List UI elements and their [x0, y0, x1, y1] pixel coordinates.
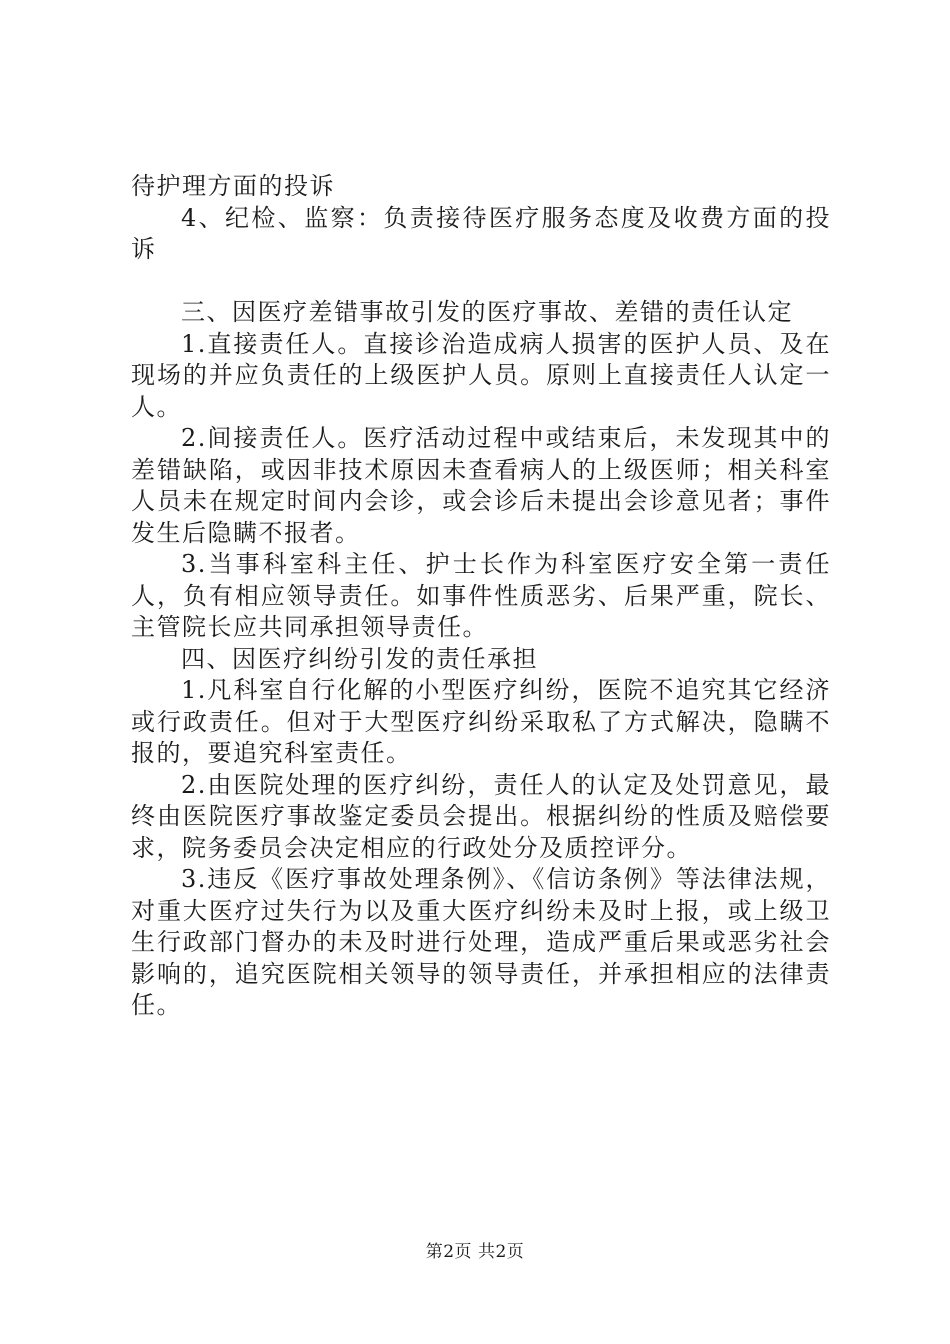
blank-line [131, 266, 831, 298]
paragraph-small-disputes: 1.凡科室自行化解的小型医疗纠纷，医院不追究其它经济或行政责任。但对于大型医疗纠纷采取私了方式解决，隐瞒不报的，要追究科室责任。 [131, 676, 831, 767]
section-heading-four: 四、因医疗纠纷引发的责任承担 [181, 644, 538, 673]
document-body [131, 171, 831, 1022]
paragraph-department-leader-responsibility: 3.当事科室科主任、护士长作为科室医疗安全第一责任人，负有相应领导责任。如事件性质恶劣、后果严重，院长、主管院长应共同承担领导责任。 [131, 550, 831, 641]
paragraph-discipline-supervision: 4、纪检、监察：负责接待医疗服务态度及收费方面的投诉 [131, 203, 831, 263]
paragraph-direct-responsibility: 1.直接责任人。直接诊治造成病人损害的医护人员、及在现场的并应负责任的上级医护人员。原则上直接责任人认定一人。 [131, 329, 831, 421]
paragraph-indirect-responsibility: 2.间接责任人。医疗活动过程中或结束后，未发现其中的差错缺陷，或因非技术原因未查看病人的上级医师；相关科室人员未在规定时间内会诊，或会诊后未提出会诊意见者；事件发生后隐瞒不报者。 [131, 424, 831, 547]
section-heading-three: 三、因医疗差错事故引发的医疗事故、差错的责任认定 [181, 298, 793, 326]
paragraph-continuation: 待护理方面的投诉 [131, 172, 335, 200]
paragraph-hospital-handled-disputes: 2.由医院处理的医疗纠纷，责任人的认定及处罚意见，最终由医院医疗事故鉴定委员会提出。根据纠纷的性质及赔偿要求，院务委员会决定相应的行政处分及质控评分。 [131, 770, 831, 862]
page-number-footer: 第2页 共2页 [425, 1242, 525, 1262]
paragraph-regulation-violations: 3.违反《医疗事故处理条例》、《信访条例》等法律法规，对重大医疗过失行为以及重大医疗纠纷未及时上报，或上级卫生行政部门督办的未及时进行处理，造成严重后果或恶劣社会影响的，追究医院相关领导的领导责任，并承担相应的法律责任。 [131, 865, 831, 1019]
